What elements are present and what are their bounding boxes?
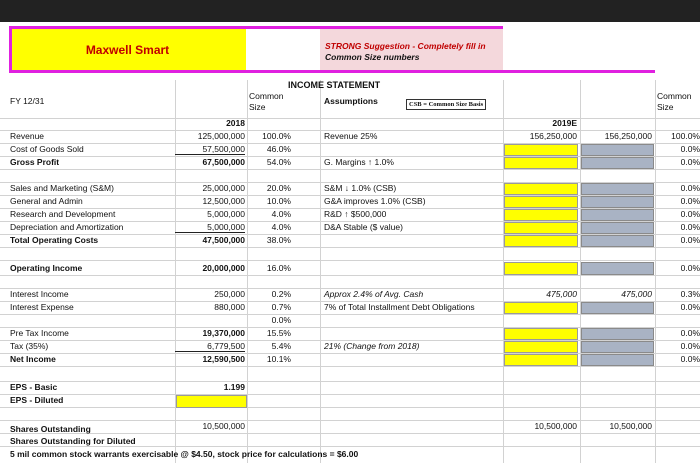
csb-legend: CSB = Common Size Basis [406, 99, 486, 110]
row-label-shares: Shares Outstanding [10, 424, 91, 434]
interest-expense-assumption: 7% of Total Installment Debt Obligations [324, 302, 475, 312]
row-label-ga: General and Admin [10, 196, 83, 206]
gross-profit-cs-2019: 0.0% [680, 157, 700, 167]
eps-basic-2018: 1.199 [223, 382, 245, 392]
tax-2019e-b-input[interactable] [581, 341, 654, 353]
operating-income-2019e-b-input[interactable] [581, 262, 654, 275]
row-label-pretax: Pre Tax Income [10, 328, 69, 338]
row-label-cogs: Cost of Goods Sold [10, 144, 84, 154]
net-income-cs: 10.1% [266, 354, 291, 364]
sm-2019e-b-input[interactable] [581, 183, 654, 195]
interest-income-2019e: 475,000 [546, 289, 577, 299]
total-opex-cs: 38.0% [266, 235, 291, 245]
student-name: Maxwell Smart [85, 43, 170, 57]
interest-expense-2019e-b-input[interactable] [581, 302, 654, 314]
row-label-interest-expense: Interest Expense [10, 302, 74, 312]
year-2019e: 2019E [552, 118, 577, 128]
revenue-2019e: 156,250,000 [529, 131, 577, 141]
operating-income-2019e-input[interactable] [504, 262, 578, 275]
revenue-2018: 125,000,000 [197, 131, 245, 141]
rd-cs: 4.0% [271, 209, 291, 219]
sm-assumption: S&M ↓ 1.0% (CSB) [324, 183, 397, 193]
assumptions-header: Assumptions [324, 96, 378, 106]
header-right-border [503, 70, 655, 73]
cogs-2019e-input[interactable] [504, 144, 578, 156]
interest-income-2018: 250,000 [214, 289, 245, 299]
sm-2019e-input[interactable] [504, 183, 578, 195]
ga-2018: 12,500,000 [202, 196, 245, 206]
row-label-tax: Tax (35%) [10, 341, 49, 351]
total-opex-2019e-input[interactable] [504, 235, 578, 247]
total-opex-2018: 47,500,000 [202, 235, 245, 245]
total-opex-cs-2019: 0.0% [680, 235, 700, 245]
da-2019e-b-input[interactable] [581, 222, 654, 234]
da-cs: 4.0% [271, 222, 291, 232]
ga-cs: 10.0% [266, 196, 291, 206]
sm-cs-2019: 0.0% [680, 183, 700, 193]
gross-profit-cs: 54.0% [266, 157, 291, 167]
year-2018: 2018 [226, 118, 245, 128]
operating-income-cs: 16.0% [266, 263, 291, 273]
interest-expense-2018: 880,000 [214, 302, 245, 312]
gross-profit-2018: 67,500,000 [202, 157, 245, 167]
row-label-rd: Research and Development [10, 209, 116, 219]
interest-income-cs-2019: 0.3% [680, 289, 700, 299]
tax-assumption: 21% (Change from 2018) [324, 341, 420, 351]
interest-expense-2019e-input[interactable] [504, 302, 578, 314]
row-label-sm: Sales and Marketing (S&M) [10, 183, 114, 193]
interest-income-2019e-b: 475,000 [621, 289, 652, 299]
cogs-2018: 57,500,000 [175, 144, 245, 155]
gross-profit-assumption: G. Margins ↑ 1.0% [324, 157, 394, 167]
rd-cs-2019: 0.0% [680, 209, 700, 219]
row-label-revenue: Revenue [10, 131, 45, 141]
tax-cs-2019: 0.0% [680, 341, 700, 351]
common-size-right-header: Common Size [657, 91, 692, 112]
ga-cs-2019: 0.0% [680, 196, 700, 206]
revenue-cs: 100.0% [262, 131, 291, 141]
statement-title: INCOME STATEMENT [288, 80, 381, 90]
row-label-interest-income: Interest Income [10, 289, 69, 299]
da-2019e-input[interactable] [504, 222, 578, 234]
shares-2019e-b: 10,500,000 [609, 421, 652, 431]
gross-profit-2019e-b-input[interactable] [581, 157, 654, 169]
cogs-cs: 46.0% [266, 144, 291, 154]
rd-2019e-input[interactable] [504, 209, 578, 221]
pretax-cs: 15.5% [266, 328, 291, 338]
row-label-eps-basic: EPS - Basic [10, 382, 58, 392]
interest-expense-cs-2019: 0.0% [680, 302, 700, 312]
da-assumption: D&A Stable ($ value) [324, 222, 403, 232]
operating-income-2018: 20,000,000 [202, 263, 245, 273]
tax-2019e-input[interactable] [504, 341, 578, 353]
row-label-da: Depreciation and Amortization [10, 222, 124, 232]
net-income-cs-2019: 0.0% [680, 354, 700, 364]
pretax-cs-2019: 0.0% [680, 328, 700, 338]
interest-income-assumption: Approx 2.4% of Avg. Cash [324, 289, 424, 299]
row-label-shares-diluted: Shares Outstanding for Diluted [10, 436, 136, 446]
total-opex-2019e-b-input[interactable] [581, 235, 654, 247]
rd-assumption: R&D ↑ $500,000 [324, 209, 387, 219]
rd-2018: 5,000,000 [207, 209, 245, 219]
footnote: 5 mil common stock warrants exercisable @ $4.50, stock price for calculations = $6.00 [10, 449, 359, 459]
blank-row-cs: 0.0% [271, 315, 291, 325]
ga-2019e-b-input[interactable] [581, 196, 654, 208]
ga-assumption: G&A improves 1.0% (CSB) [324, 196, 426, 206]
interest-income-cs: 0.2% [271, 289, 291, 299]
fy-label: FY 12/31 [10, 96, 45, 106]
revenue-assumption: Revenue 25% [324, 131, 378, 141]
shares-2018: 10,500,000 [202, 421, 245, 431]
tax-2018: 6,779,500 [175, 341, 245, 352]
eps-diluted-2018-input[interactable] [176, 395, 247, 408]
da-2018: 5,000,000 [175, 222, 245, 233]
shares-2019e: 10,500,000 [534, 421, 577, 431]
net-income-2019e-input[interactable] [504, 354, 578, 366]
common-size-header: Common Size [249, 91, 284, 112]
row-label-total-opex: Total Operating Costs [10, 235, 99, 245]
ga-2019e-input[interactable] [504, 196, 578, 208]
revenue-2019e-b: 156,250,000 [604, 131, 652, 141]
header-spacer [246, 26, 320, 73]
gross-profit-2019e-input[interactable] [504, 157, 578, 169]
cogs-2019e-b-input[interactable] [581, 144, 654, 156]
row-label-eps-diluted: EPS - Diluted [10, 395, 64, 405]
sm-2018: 25,000,000 [202, 183, 245, 193]
net-income-2018: 12,590,500 [202, 354, 245, 364]
row-label-net-income: Net Income [10, 354, 56, 364]
cogs-cs-2019: 0.0% [680, 144, 700, 154]
interest-expense-cs: 0.7% [271, 302, 291, 312]
suggestion-line-1: STRONG Suggestion - Completely fill in [325, 41, 486, 51]
tax-cs: 5.4% [271, 341, 291, 351]
pretax-2019e-input[interactable] [504, 328, 578, 340]
row-label-operating-income: Operating Income [10, 263, 83, 273]
pretax-2019e-b-input[interactable] [581, 328, 654, 340]
top-dark-bar [0, 0, 700, 22]
da-cs-2019: 0.0% [680, 222, 700, 232]
revenue-cs-2019: 100.0% [671, 131, 700, 141]
net-income-2019e-b-input[interactable] [581, 354, 654, 366]
rd-2019e-b-input[interactable] [581, 209, 654, 221]
operating-income-cs-2019: 0.0% [680, 263, 700, 273]
sm-cs: 20.0% [266, 183, 291, 193]
pretax-2018: 19,370,000 [202, 328, 245, 338]
row-label-gross-profit: Gross Profit [10, 157, 60, 167]
suggestion-line-2: Common Size numbers [325, 52, 420, 62]
